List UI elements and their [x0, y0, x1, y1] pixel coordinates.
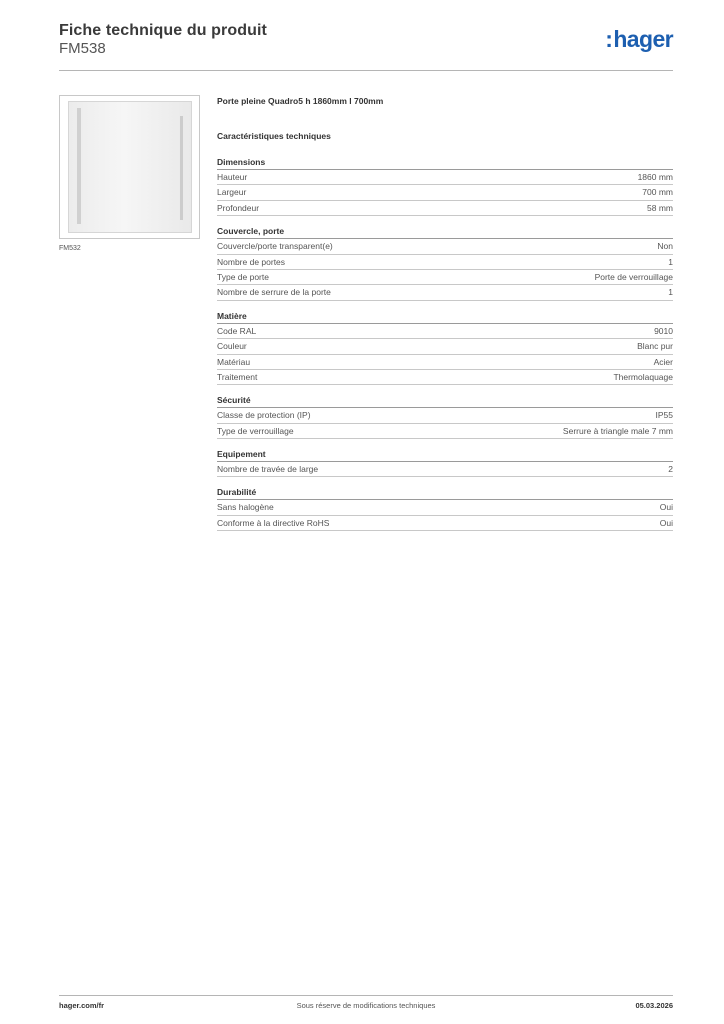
footer-disclaimer: Sous réserve de modifications techniques	[296, 1001, 436, 1010]
spec-row	[217, 370, 673, 385]
spec-section	[217, 225, 673, 301]
spec-value: Non	[657, 241, 673, 252]
door-panel-illustration	[68, 101, 192, 233]
spec-row	[217, 500, 673, 515]
spec-value: Oui	[659, 502, 673, 513]
section-title: Equipement	[217, 448, 673, 462]
spec-value: 58 mm	[647, 202, 673, 213]
section-title: Couvercle, porte	[217, 225, 673, 239]
product-reference: FM538	[59, 40, 106, 57]
spec-row	[217, 462, 673, 477]
spec-row	[217, 355, 673, 370]
door-hinge-strip	[77, 108, 81, 224]
spec-value: Thermolaquage	[613, 371, 673, 382]
spec-label: Classe de protection (IP)	[217, 410, 311, 421]
spec-label: Couvercle/porte transparent(e)	[217, 241, 333, 252]
spec-row	[217, 339, 673, 354]
spec-label: Matériau	[217, 356, 251, 367]
spec-section	[217, 310, 673, 386]
spec-label: Nombre de serrure de la porte	[217, 287, 331, 298]
specifications-content	[217, 96, 673, 540]
spec-label: Profondeur	[217, 202, 260, 213]
spec-section	[217, 156, 673, 216]
spec-label: Couleur	[217, 341, 247, 352]
section-title: Matière	[217, 310, 673, 324]
spec-label: Code RAL	[217, 325, 257, 336]
logo-prefix: :	[605, 26, 613, 52]
page-footer	[59, 995, 673, 1020]
product-name: Porte pleine Quadro5 h 1860mm l 700mm	[217, 96, 384, 106]
spec-section	[217, 486, 673, 531]
spec-value: Serrure à triangle male 7 mm	[562, 425, 673, 436]
page-header	[59, 20, 673, 71]
spec-value: 1860 mm	[637, 172, 673, 182]
spec-value: Blanc pur	[637, 341, 673, 352]
section-title: Sécurité	[217, 394, 673, 408]
spec-label: Type de porte	[217, 271, 269, 282]
product-image-caption: FM532	[59, 245, 81, 252]
spec-row	[217, 239, 673, 254]
spec-row	[217, 201, 673, 216]
spec-sections	[217, 156, 673, 531]
door-lock-strip	[180, 116, 183, 220]
spec-row	[217, 255, 673, 270]
section-title: Durabilité	[217, 486, 673, 500]
spec-row	[217, 270, 673, 285]
section-title: Dimensions	[217, 156, 673, 170]
spec-value: 1	[668, 287, 673, 298]
document-title: Fiche technique du produit	[59, 22, 267, 39]
spec-label: Conforme à la directive RoHS	[217, 517, 330, 528]
spec-row	[217, 408, 673, 423]
spec-label: Nombre de portes	[217, 256, 286, 267]
product-image	[59, 95, 200, 239]
spec-row	[217, 170, 673, 185]
spec-row	[217, 324, 673, 339]
spec-value: 9010	[654, 325, 673, 336]
spec-row	[217, 424, 673, 439]
spec-label: Nombre de travée de large	[217, 464, 319, 475]
spec-value: Oui	[659, 517, 673, 528]
spec-label: Hauteur	[217, 172, 248, 182]
spec-row	[217, 285, 673, 300]
spec-label: Largeur	[217, 187, 247, 198]
hager-logo	[605, 26, 673, 53]
spec-section	[217, 448, 673, 477]
logo-text: hager	[613, 26, 673, 52]
specs-title: Caractéristiques techniques	[217, 131, 331, 141]
footer-date: 05.03.2026	[635, 1001, 673, 1010]
spec-row	[217, 516, 673, 531]
spec-section	[217, 394, 673, 439]
spec-value: Porte de verrouillage	[594, 271, 673, 282]
spec-row	[217, 185, 673, 200]
spec-label: Sans halogène	[217, 502, 274, 513]
spec-value: IP55	[655, 410, 673, 421]
spec-label: Traitement	[217, 371, 258, 382]
spec-value: Acier	[653, 356, 673, 367]
spec-value: 700 mm	[642, 187, 673, 198]
spec-value: 1	[668, 256, 673, 267]
footer-website: hager.com/fr	[59, 1001, 105, 1010]
spec-label: Type de verrouillage	[217, 425, 294, 436]
spec-value: 2	[668, 464, 673, 475]
